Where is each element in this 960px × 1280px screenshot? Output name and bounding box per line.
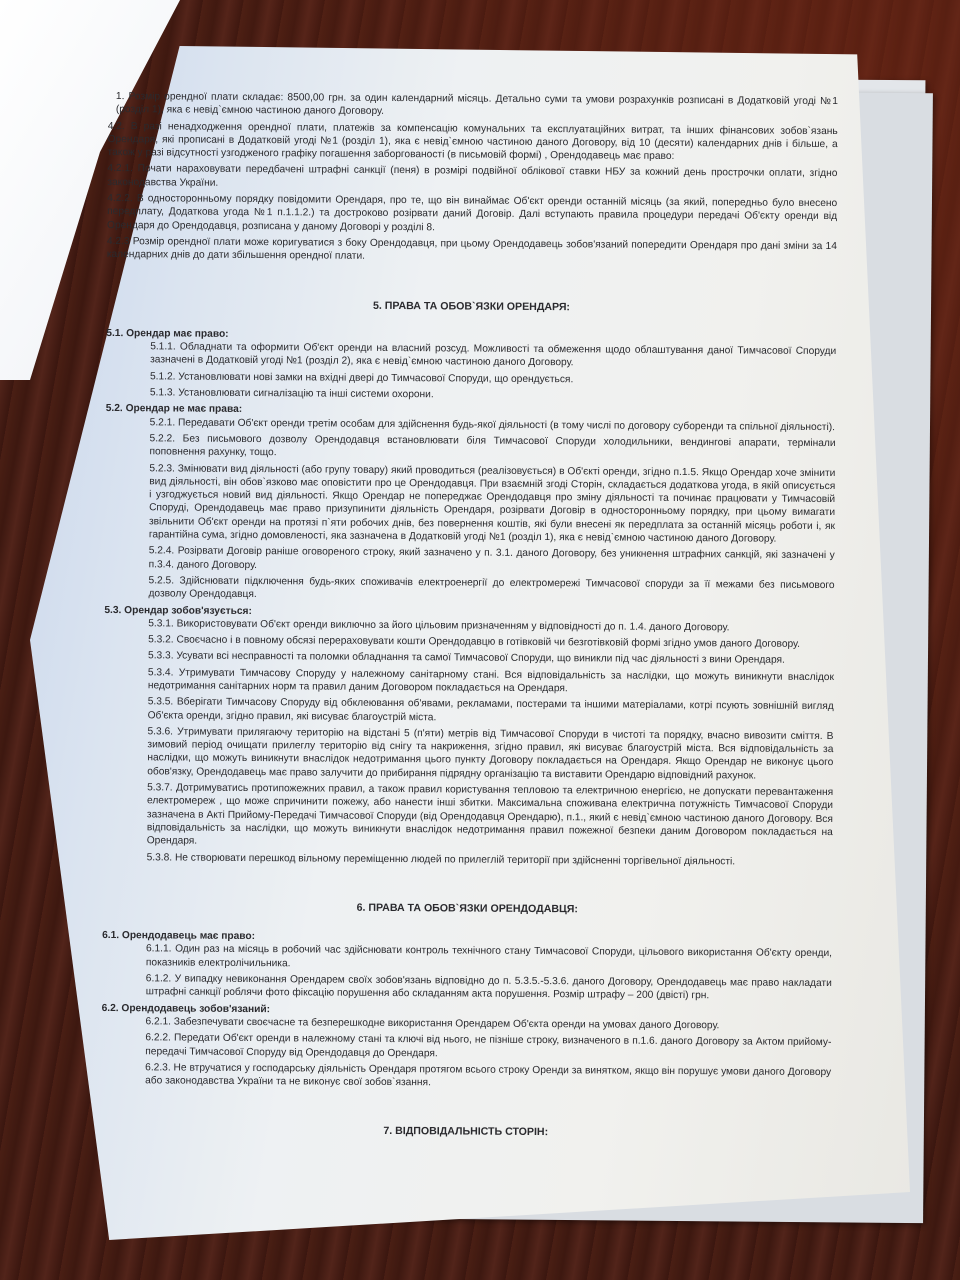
paragraph-5-3-1: 5.3.1. Використовувати Об'єкт оренди виключно за його цільовим призначенням у відповідності до п. 1.4. даного Договору.	[148, 618, 730, 634]
paragraph-5-1-2: 5.1.2. Установлювати нові замки на вхідні двері до Тимчасової Споруди, що орендується.	[149, 371, 574, 386]
paragraph-6-2-2: 6.2.2. Передати Об'єкт оренди в належному стані та ключі від нього, не пізніше строку, визначеного в п.1.6. даного Договору за Актом прийому-передачі Тимчасової Споруду від Орендодавця до Орендаря.	[145, 1032, 832, 1059]
paragraph-5-3-4: 5.3.4. Утримувати Тимчасову Споруду у належному санітарному стані. Вся відповідальність за наслідки, що можуть виникнути внаслідок недотримання санітарних норм та правил даним Договором покладається на Орендаря.	[147, 666, 834, 695]
paragraph-5-3-8: 5.3.8. Не створювати перешкод вільному переміщенню людей по прилеглій території при здійсненні торгівельної діяльності.	[146, 851, 736, 867]
section-5-title: 5. ПРАВА ТА ОБОВ`ЯЗКИ ОРЕНДАРЯ:	[372, 299, 571, 313]
paragraph-5-2-1: 5.2.1. Передавати Об'єкт оренди третім особам для здійснення будь-якої діяльності (в тому числі по договору суборенди та спільної діяльності).	[149, 416, 835, 433]
section-6	[101, 929, 832, 1092]
document-text	[101, 90, 838, 1158]
section-7-title: 7. ВІДПОВІДАЛЬНІСТЬ СТОРІН:	[383, 1125, 549, 1139]
paragraph-5-2-4: 5.2.4. Розірвати Договір раніше оговореного строку, який зазначено у п. 3.1. даного Договору, без уникнення штрафних санкцій, які зазначені у п.3.4. даного Договору.	[148, 545, 835, 571]
section-6-title: 6. ПРАВА ТА ОБОВ`ЯЗКИ ОРЕНДОДАВЦЯ:	[356, 901, 578, 916]
paragraph-4-2-3: 4.2.3 Розмір орендної плати може коригуватися з боку Орендодавця, при цьому Орендодавець зобов'язаний попередити Орендаря про дані зміни за 14 календарних днів до дати збільшення орендної плати.	[106, 235, 837, 263]
paragraph-4-2-2: 4.2.2. В односторонньому порядку повідомити Орендаря, про те, що він винаймає Об'єкт оренди останній місяць (за який, попередньо було внесено передплату, Додаткова угода №1 п.1.1.2.) та достроково розірвати даний Договір. Далі вступають правила процедури передачі Об'єкту оренди від Орендаря до Орендодавця, розписана у даному Договорі у розділі 8.	[107, 193, 838, 233]
paragraph-5-3-5: 5.3.5. Вберігати Тимчасову Споруду від обклеювання об'явами, рекламами, постерами та іншими матеріалами, котрі псують зовнішній вигляд Об'єкта оренди, згідно правил, які висуває благоустрій міста.	[147, 696, 834, 723]
section-4-rent-terms	[107, 90, 838, 267]
paragraph-6-1-2: 6.1.2. У випадку невиконання Орендарем своїх зобов'язань відповідно до п. 5.3.5.-5.3.6. даного Договору, Орендодавець має право накладати штрафні санкції роблячи фото фіксацію порушення або складанням акта порушення. Розмір штрафу – 200 (двісті) грн.	[145, 973, 832, 1002]
section-5-1-heading: 5.1. Орендар має право:	[106, 327, 229, 340]
paragraph-5-1-3: 5.1.3. Установлювати сигналізацію та інші системи охорони.	[149, 387, 434, 401]
paragraph-6-2-1: 6.2.1. Забезпечувати своєчасне та безперешкодне використання Орендарем Об'єкта оренди на умовах даного Договору.	[145, 1016, 720, 1032]
paragraph-5-1-1: 5.1.1. Обладнати та оформити Об'єкт оренди на власний розсуд. Можливості та обмеження щодо облаштування даної Тимчасової Споруди зазначені в Додатковій угоді №1 (розділ 2), яка є невід`ємною частиною даного Договору.	[150, 341, 837, 369]
paragraph-5-2-5: 5.2.5. Здійснювати підключення будь-яких споживачів електроенергії до електромережі Тимчасової споруди за її межами без письмового дозволу Орендодавця.	[148, 575, 835, 601]
paragraph-5-3-2: 5.3.2. Своєчасно і в повному обсязі перераховувати кошти Орендодавцю в готівковій чи безготівковій формі згідно умов даного Договору.	[148, 634, 801, 650]
paragraph-4-2: 4.2. В разі ненадходження орендної плати, платежів за компенсацію комунальних та експлуатаційних витрат, та інших фінансових зобов`язань Орендаря, які прописані в Додатковій угоді №1 (розділ 1), яка є невід`ємною частиною даного Договору, від 10 (десяти) календарних днів і більше, а також у разі відсутності узгодженого графіку погашення заборгованості (в письмовій формі) , Орендодавець має право:	[107, 120, 838, 163]
paragraph-6-2-3: 6.2.3. Не втручатися у господарську діяльність Орендаря протягом всього строку Оренди за винятком, якщо він порушує умови даного Договору або законодавства України та не виконує свої зобов`язання.	[145, 1062, 832, 1089]
paragraph-4-1: 1. Розмір орендної плати складає: 8500,00 грн. за один календарний місяць. Детально суми та умови розрахунків розписані в Додатковій угоді №1 (розділ 1), яка є невід`ємною частиною даного Договору.	[115, 91, 838, 118]
section-6-1-heading: 6.1. Орендодавець має право:	[102, 930, 256, 943]
paragraph-6-1-1: 6.1.1. Один раз на місяць в робочий час здійснювати контроль технічного стану Тимчасової Споруди, цільового використання Об'єкту оренди, показників електролічильника.	[145, 943, 833, 970]
paragraph-5-3-7: 5.3.7. Дотримуватись протипожежних правил, а також правил користування тепловою та електричною енергією, не допускати перевантаження електромереж , що може спричинити пожежу, або нанести інші збитки. Максимальна споживана електрична потужність Тимчасової Споруди зазначена в Акті Прийому-Передачі Тимчасової Споруди (від Орендодавця Орендарю), п.1., який є невід`ємною частиною даного Договору. Вся відповідальність за наслідки, що можуть виникнути внаслідок недотримання правил пожежної безпеки даним Договором покладається на Орендаря.	[146, 782, 834, 847]
section-6-2-heading: 6.2. Орендодавець зобов'язаний:	[101, 1002, 271, 1015]
paragraph-5-3-6: 5.3.6. Утримувати прилягаючу територію на відстані 5 (п'яти) метрів від Тимчасової Споруди в чистоті та порядку, вчасно вивозити сміття. В зимовий період очищати прилеглу територію від снігу та накриження, згідно правил, які висуває благоустрій міста. Вся відповідальність за наслідки, що можуть виникнути внаслідок недотримання цього пункту Договору покладається на Орендаря. Якщо Орендар не виконує цього обов'язку, Орендодавець має право залучити до прибирання підрядну організацію та виставити Орендарю відповідний рахунок.	[147, 726, 834, 782]
paragraph-5-2-2: 5.2.2. Без письмового дозволу Орендодавця встановлювати біля Тимчасової Споруди холодильники, вендингові апарати, термінали поповнення рахунку, тощо.	[149, 433, 836, 459]
paragraph-5-3-3: 5.3.3. Усувати всі несправності та поломки обладнання та самої Тимчасової Споруди, що виникли під час діяльності з вини Орендаря.	[148, 650, 785, 667]
section-5-2-heading: 5.2. Орендар не має права:	[105, 403, 243, 416]
paragraph-5-2-3: 5.2.3. Змінювати вид діяльності (або групу товару) який проводиться (реалізовується) в Об'єкті оренди, згідно п.1.5. Якщо Орендар хоче змінити вид діяльності, він обов`язково має оповістити про це Орендодавця. При взаємній згоді Сторін, складається додаткова угода, в якій описується і узгоджується новий вид діяльності. Якщо Орендар не попереджає Орендодавця про зміну діяльності та починає працювати у Тимчасовій Споруді, Орендодавець має право призупинити діяльність Орендаря, розірвати Договір в односторонньому порядку, при цьому вимагати звільнити Об'єкт оренди на протязі п`яти робочих днів, без повернення коштів, які були внесені як передплата за останній місяць роботи і, як гарантійна сума, згідно домовленості, яка зазначена в Додатковій угоді №1 (розділ 1), яка є невід`ємною частиною даного Договору.	[148, 462, 836, 545]
section-5-3-heading: 5.3. Орендар зобов'язується:	[104, 604, 252, 617]
paragraph-4-2-1: 4.2.1. Почати нараховувати передбачені штрафні санкції (пеня) в розмірі подвійної облікової ставки НБУ за кожний день прострочки оплати, згідно законодавства України.	[107, 163, 838, 189]
section-5	[103, 327, 837, 869]
